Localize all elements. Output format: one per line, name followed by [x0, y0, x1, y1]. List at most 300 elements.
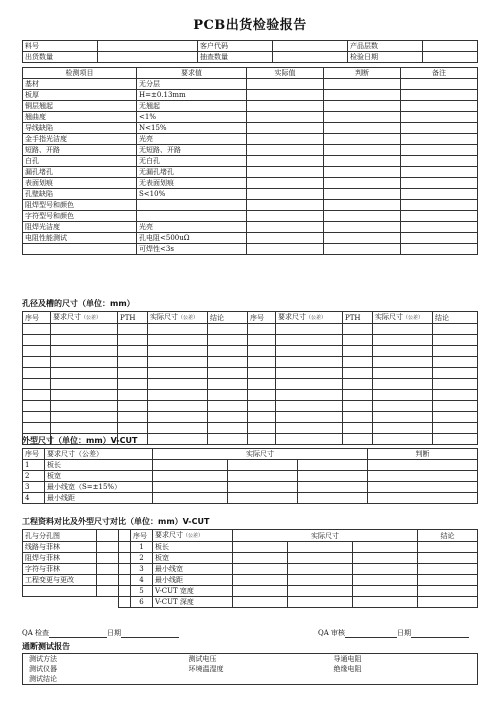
hole-cell[interactable]	[276, 324, 343, 335]
eng-cell[interactable]	[288, 564, 353, 575]
hole-cell[interactable]	[248, 423, 276, 434]
hole-cell[interactable]	[118, 423, 148, 434]
outline-cell[interactable]	[153, 460, 228, 471]
eng-gap-cell	[119, 575, 131, 586]
hole-cell[interactable]	[23, 368, 51, 379]
eng-no: 2	[131, 553, 153, 564]
outline-item: 最小线距	[45, 493, 153, 504]
remark-cell[interactable]	[401, 145, 478, 156]
hole-cell[interactable]	[248, 324, 276, 335]
hole-cell[interactable]	[276, 401, 343, 412]
inspection-header-row	[23, 68, 478, 79]
outline-cell[interactable]	[153, 482, 228, 493]
remark-cell[interactable]	[401, 134, 478, 145]
judgement-cell[interactable]	[324, 189, 401, 200]
actual-value-cell[interactable]	[247, 244, 324, 255]
hole-cell[interactable]	[23, 346, 51, 357]
outline-no: 3	[23, 482, 45, 493]
hole-cell[interactable]	[208, 434, 248, 445]
hole-cell[interactable]	[373, 346, 433, 357]
hole-cell[interactable]	[433, 357, 478, 368]
hole-cell[interactable]	[373, 368, 433, 379]
eng-cell[interactable]	[233, 564, 288, 575]
hole-cell[interactable]	[23, 390, 51, 401]
col-header	[153, 530, 233, 542]
col-header: 孔与分孔图	[23, 530, 97, 542]
eng-cell[interactable]	[288, 553, 353, 564]
header-label: 料号	[23, 41, 98, 52]
qa-check-label: QA 检查	[22, 629, 50, 637]
inspection-row	[23, 90, 478, 101]
header-value-cell[interactable]	[98, 52, 198, 63]
requirement-value: 光亮	[137, 134, 247, 145]
remark-cell[interactable]	[401, 101, 478, 112]
inspection-row	[23, 167, 478, 178]
inspection-item: 基材	[23, 79, 137, 90]
eng-no: 4	[131, 575, 153, 586]
judgement-cell[interactable]	[324, 233, 401, 244]
outline-cell[interactable]	[228, 471, 298, 482]
hole-cell[interactable]	[343, 368, 373, 379]
hole-cell[interactable]	[148, 368, 208, 379]
eng-row	[23, 575, 478, 586]
outline-cell[interactable]	[298, 460, 368, 471]
hole-cell[interactable]	[276, 379, 343, 390]
col-header-text: 实际尺寸	[375, 313, 403, 321]
header-row	[23, 52, 478, 63]
actual-value-cell[interactable]	[247, 233, 324, 244]
judgement-cell[interactable]	[324, 167, 401, 178]
judgement-cell[interactable]	[324, 211, 401, 222]
hole-cell[interactable]	[276, 412, 343, 423]
hole-cell[interactable]	[118, 335, 148, 346]
eng-item: 最小线距	[153, 575, 233, 586]
hole-cell[interactable]	[51, 379, 118, 390]
eng-cell[interactable]	[233, 597, 288, 608]
header-value-cell[interactable]	[423, 52, 478, 63]
header-label: 检验日期	[348, 52, 423, 63]
hole-cell[interactable]	[51, 368, 118, 379]
hole-cell[interactable]	[373, 423, 433, 434]
inspection-row	[23, 101, 478, 112]
outline-item: 板宽	[45, 471, 153, 482]
outline-section-title: 外型尺寸（单位：mm）V-CUT	[22, 436, 138, 445]
hole-cell[interactable]	[248, 379, 276, 390]
header-info-table	[22, 40, 478, 63]
actual-value-cell[interactable]	[247, 145, 324, 156]
hole-cell[interactable]	[208, 412, 248, 423]
hole-cell[interactable]	[248, 368, 276, 379]
hole-cell[interactable]	[118, 324, 148, 335]
eng-cell[interactable]	[233, 542, 288, 553]
eng-cell[interactable]	[418, 586, 478, 597]
date1-line[interactable]	[121, 629, 179, 638]
header-value-cell[interactable]	[98, 41, 198, 52]
hole-cell[interactable]	[433, 368, 478, 379]
eng-cell[interactable]	[288, 597, 353, 608]
test-label: 测试结论	[29, 675, 57, 683]
hole-cell[interactable]	[148, 412, 208, 423]
test-label: 导通电阻	[333, 655, 362, 663]
hole-cell[interactable]	[208, 401, 248, 412]
hole-cell[interactable]	[433, 423, 478, 434]
actual-value-cell[interactable]	[247, 112, 324, 123]
judgement-cell[interactable]	[324, 156, 401, 167]
header-value-cell[interactable]	[273, 52, 348, 63]
requirement-value: S<10%	[137, 189, 247, 200]
hole-cell[interactable]	[148, 434, 208, 445]
judgement-cell[interactable]	[324, 200, 401, 211]
outline-cell[interactable]	[228, 493, 298, 504]
hole-data-row	[23, 423, 478, 434]
eng-gap-cell	[119, 564, 131, 575]
hole-cell[interactable]	[433, 412, 478, 423]
hole-cell[interactable]	[373, 434, 433, 445]
eng-row	[23, 553, 478, 564]
remark-cell[interactable]	[401, 79, 478, 90]
remark-cell[interactable]	[401, 189, 478, 200]
hole-cell[interactable]	[248, 412, 276, 423]
col-header: 实际值	[247, 68, 324, 79]
inspection-table	[22, 67, 478, 255]
hole-cell[interactable]	[276, 368, 343, 379]
eng-cell[interactable]	[353, 553, 418, 564]
outline-cell[interactable]	[368, 482, 478, 493]
col-header: 序号	[23, 449, 45, 460]
col-header: PTH	[343, 312, 373, 324]
hole-cell[interactable]	[343, 346, 373, 357]
hole-cell[interactable]	[148, 346, 208, 357]
hole-cell[interactable]	[148, 423, 208, 434]
inspection-item: 孔壁缺陷	[23, 189, 137, 200]
hole-cell[interactable]	[51, 412, 118, 423]
col-header: 序号	[131, 530, 153, 542]
hole-cell[interactable]	[343, 324, 373, 335]
hole-cell[interactable]	[343, 412, 373, 423]
hole-data-row	[23, 357, 478, 368]
hole-cell[interactable]	[208, 423, 248, 434]
actual-value-cell[interactable]	[247, 156, 324, 167]
actual-value-cell[interactable]	[247, 134, 324, 145]
hole-cell[interactable]	[208, 368, 248, 379]
hole-cell[interactable]	[51, 357, 118, 368]
hole-cell[interactable]	[23, 335, 51, 346]
judgement-cell[interactable]	[324, 79, 401, 90]
eng-row	[23, 564, 478, 575]
eng-cell[interactable]	[418, 597, 478, 608]
eng-left-item: 阻焊与菲林	[23, 553, 97, 564]
hole-cell[interactable]	[23, 423, 51, 434]
eng-cell[interactable]	[418, 575, 478, 586]
hole-cell[interactable]	[208, 324, 248, 335]
col-header: 判断	[324, 68, 401, 79]
col-header: 检测项目	[23, 68, 137, 79]
date1-label: 日期	[107, 629, 122, 637]
remark-cell[interactable]	[401, 244, 478, 255]
eng-check-cell[interactable]	[97, 530, 119, 542]
hole-cell[interactable]	[343, 434, 373, 445]
hole-cell[interactable]	[23, 357, 51, 368]
eng-cell[interactable]	[288, 575, 353, 586]
qa-review-line[interactable]	[345, 629, 397, 638]
hole-cell[interactable]	[433, 401, 478, 412]
hole-cell[interactable]	[433, 379, 478, 390]
remark-cell[interactable]	[401, 112, 478, 123]
col-header: 结论	[208, 312, 248, 324]
hole-cell[interactable]	[276, 346, 343, 357]
hole-cell[interactable]	[276, 357, 343, 368]
hole-cell[interactable]	[433, 434, 478, 445]
hole-cell[interactable]	[373, 335, 433, 346]
outline-cell[interactable]	[298, 482, 368, 493]
inspection-row	[23, 145, 478, 156]
hole-cell[interactable]	[148, 324, 208, 335]
hole-cell[interactable]	[23, 379, 51, 390]
hole-size-table	[22, 311, 478, 445]
hole-cell[interactable]	[51, 346, 118, 357]
judgement-cell[interactable]	[324, 90, 401, 101]
hole-cell[interactable]	[248, 390, 276, 401]
test-label: 绝缘电阻	[333, 665, 362, 673]
hole-cell[interactable]	[118, 401, 148, 412]
outline-cell[interactable]	[228, 482, 298, 493]
hole-cell[interactable]	[208, 390, 248, 401]
hole-data-row	[23, 335, 478, 346]
outline-cell[interactable]	[228, 460, 298, 471]
judgement-cell[interactable]	[324, 112, 401, 123]
test-row	[23, 664, 478, 674]
inspection-item: 漏孔堵孔	[23, 167, 137, 178]
hole-cell[interactable]	[373, 379, 433, 390]
actual-value-cell[interactable]	[247, 79, 324, 90]
hole-cell[interactable]	[343, 390, 373, 401]
eng-cell[interactable]	[418, 553, 478, 564]
requirement-value: N<15%	[137, 123, 247, 134]
hole-cell[interactable]	[208, 346, 248, 357]
judgement-cell[interactable]	[324, 123, 401, 134]
eng-check-cell[interactable]	[97, 553, 119, 564]
eng-cell[interactable]	[353, 542, 418, 553]
hole-cell[interactable]	[373, 324, 433, 335]
hole-cell[interactable]	[343, 357, 373, 368]
hole-data-row	[23, 368, 478, 379]
judgement-cell[interactable]	[324, 244, 401, 255]
inspection-row	[23, 211, 478, 222]
outline-cell[interactable]	[153, 493, 228, 504]
remark-cell[interactable]	[401, 90, 478, 101]
eng-cell[interactable]	[233, 553, 288, 564]
col-header: 序号	[23, 312, 51, 324]
remark-cell[interactable]	[401, 233, 478, 244]
remark-cell[interactable]	[401, 123, 478, 134]
hole-cell[interactable]	[343, 335, 373, 346]
hole-cell[interactable]	[148, 379, 208, 390]
hole-cell[interactable]	[343, 423, 373, 434]
hole-cell[interactable]	[118, 379, 148, 390]
hole-data-row	[23, 401, 478, 412]
eng-cell[interactable]	[233, 575, 288, 586]
hole-cell[interactable]	[276, 434, 343, 445]
inspection-row	[23, 79, 478, 90]
outline-cell[interactable]	[298, 471, 368, 482]
hole-cell[interactable]	[51, 324, 118, 335]
inspection-row	[23, 156, 478, 167]
eng-item: 最小线宽	[153, 564, 233, 575]
remark-cell[interactable]	[401, 200, 478, 211]
qa-review-label: QA 审核	[318, 629, 346, 637]
header-label: 产品层数	[348, 41, 423, 52]
eng-check-cell[interactable]	[97, 586, 119, 597]
outline-cell[interactable]	[153, 471, 228, 482]
eng-cell[interactable]	[353, 564, 418, 575]
judgement-cell[interactable]	[324, 134, 401, 145]
inspection-item: 阻焊型号和颜色	[23, 200, 137, 211]
hole-cell[interactable]	[23, 412, 51, 423]
eng-no: 3	[131, 564, 153, 575]
requirement-value: 孔电阻<500uΩ	[137, 233, 247, 244]
requirement-value: 无翘起	[137, 101, 247, 112]
hole-cell[interactable]	[276, 390, 343, 401]
col-header: PTH	[118, 312, 148, 324]
col-header-sub: （公差）	[183, 533, 204, 539]
eng-cell[interactable]	[288, 586, 353, 597]
eng-check-cell[interactable]	[97, 575, 119, 586]
actual-value-cell[interactable]	[247, 101, 324, 112]
inspection-row	[23, 222, 478, 233]
eng-header-row	[23, 530, 478, 542]
eng-no: 6	[131, 597, 153, 608]
hole-cell[interactable]	[433, 346, 478, 357]
hole-cell[interactable]	[433, 335, 478, 346]
eng-compare-table	[22, 529, 478, 608]
outline-row	[23, 482, 478, 493]
col-header: 实际尺寸	[233, 530, 418, 542]
eng-check-cell[interactable]	[97, 542, 119, 553]
eng-cell[interactable]	[233, 586, 288, 597]
remark-cell[interactable]	[401, 167, 478, 178]
outline-no: 1	[23, 460, 45, 471]
test-label	[328, 674, 478, 685]
header-value-cell[interactable]	[423, 41, 478, 52]
outline-cell[interactable]	[368, 471, 478, 482]
hole-cell[interactable]	[148, 335, 208, 346]
hole-cell[interactable]	[276, 335, 343, 346]
date2-line[interactable]	[411, 629, 469, 638]
actual-value-cell[interactable]	[247, 90, 324, 101]
judgement-cell[interactable]	[324, 222, 401, 233]
eng-gap-cell	[119, 586, 131, 597]
hole-cell[interactable]	[343, 401, 373, 412]
actual-value-cell[interactable]	[247, 200, 324, 211]
col-header-sub: （公差）	[178, 315, 199, 321]
hole-cell[interactable]	[373, 401, 433, 412]
hole-cell[interactable]	[208, 357, 248, 368]
outline-cell[interactable]	[368, 493, 478, 504]
inspection-row	[23, 244, 478, 255]
hole-cell[interactable]	[433, 390, 478, 401]
eng-cell[interactable]	[288, 542, 353, 553]
remark-cell[interactable]	[401, 178, 478, 189]
inspection-item: 导线缺陷	[23, 123, 137, 134]
hole-cell[interactable]	[373, 390, 433, 401]
hole-cell[interactable]	[208, 379, 248, 390]
outline-cell[interactable]	[368, 460, 478, 471]
remark-cell[interactable]	[401, 156, 478, 167]
hole-cell[interactable]	[23, 401, 51, 412]
requirement-value	[137, 200, 247, 211]
hole-cell[interactable]	[148, 401, 208, 412]
col-header: 要求值	[137, 68, 247, 79]
hole-data-row	[23, 412, 478, 423]
test-label: 测试仪器	[29, 665, 57, 673]
eng-cell[interactable]	[353, 575, 418, 586]
actual-value-cell[interactable]	[247, 222, 324, 233]
hole-cell[interactable]	[51, 335, 118, 346]
eng-cell[interactable]	[353, 597, 418, 608]
hole-cell[interactable]	[118, 390, 148, 401]
date2-label: 日期	[397, 629, 412, 637]
hole-cell[interactable]	[148, 357, 208, 368]
judgement-cell[interactable]	[324, 145, 401, 156]
inspection-item: 短路、开路	[23, 145, 137, 156]
hole-cell[interactable]	[148, 390, 208, 401]
hole-cell[interactable]	[51, 423, 118, 434]
hole-cell[interactable]	[118, 346, 148, 357]
qa-check-line[interactable]	[49, 629, 107, 638]
actual-value-cell[interactable]	[247, 211, 324, 222]
judgement-cell[interactable]	[324, 178, 401, 189]
eng-left-item: 线路与菲林	[23, 542, 97, 553]
hole-cell[interactable]	[51, 390, 118, 401]
eng-cell[interactable]	[418, 542, 478, 553]
outline-row	[23, 471, 478, 482]
hole-cell[interactable]	[343, 379, 373, 390]
hole-cell[interactable]	[118, 357, 148, 368]
eng-item: V-CUT 深度	[153, 597, 233, 608]
eng-row	[23, 542, 478, 553]
hole-cell[interactable]	[248, 401, 276, 412]
hole-cell[interactable]	[248, 335, 276, 346]
hole-cell[interactable]	[23, 324, 51, 335]
actual-value-cell[interactable]	[247, 189, 324, 200]
header-value-cell[interactable]	[273, 41, 348, 52]
hole-cell[interactable]	[248, 434, 276, 445]
eng-check-cell[interactable]	[97, 564, 119, 575]
hole-cell[interactable]	[118, 368, 148, 379]
col-header-sub: （公差）	[403, 315, 424, 321]
actual-value-cell[interactable]	[247, 178, 324, 189]
hole-cell[interactable]	[248, 346, 276, 357]
actual-value-cell[interactable]	[247, 123, 324, 134]
outline-cell[interactable]	[298, 493, 368, 504]
col-header	[276, 312, 343, 324]
hole-cell[interactable]	[373, 412, 433, 423]
judgement-cell[interactable]	[324, 101, 401, 112]
hole-cell[interactable]	[208, 335, 248, 346]
hole-cell[interactable]	[118, 412, 148, 423]
hole-cell[interactable]	[373, 357, 433, 368]
hole-cell[interactable]	[433, 324, 478, 335]
hole-cell[interactable]	[248, 357, 276, 368]
hole-cell[interactable]	[51, 401, 118, 412]
eng-cell[interactable]	[418, 564, 478, 575]
actual-value-cell[interactable]	[247, 167, 324, 178]
remark-cell[interactable]	[401, 222, 478, 233]
hole-cell[interactable]	[276, 423, 343, 434]
eng-cell[interactable]	[353, 586, 418, 597]
requirement-value	[137, 211, 247, 222]
remark-cell[interactable]	[401, 211, 478, 222]
